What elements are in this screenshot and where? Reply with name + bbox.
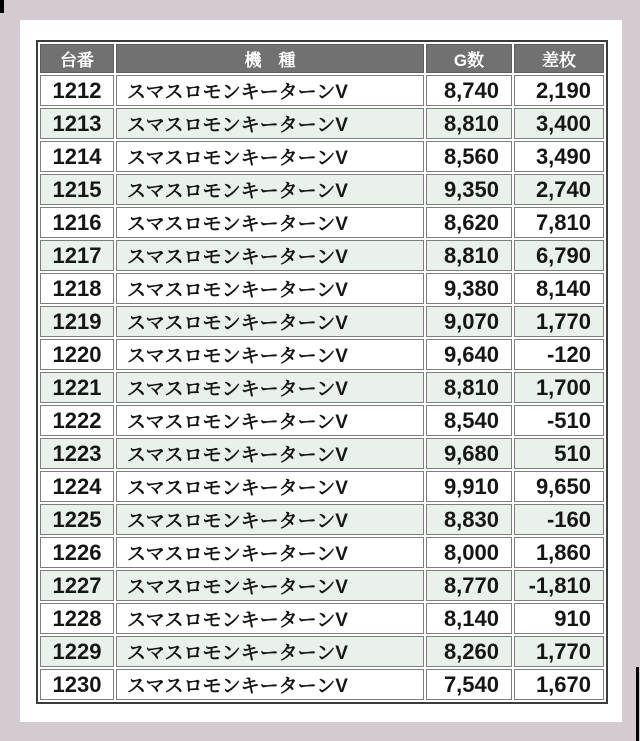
machine-model-cell: スマスロモンキーターンV xyxy=(116,504,424,535)
medal-diff-cell: 1,700 xyxy=(514,372,604,403)
machine-number-cell: 1228 xyxy=(40,603,114,634)
machine-number-cell: 1230 xyxy=(40,669,114,700)
medal-diff-cell: 910 xyxy=(514,603,604,634)
medal-diff-cell: 9,650 xyxy=(514,471,604,502)
machine-model-cell: スマスロモンキーターンV xyxy=(116,75,424,106)
game-count-cell: 8,830 xyxy=(426,504,512,535)
machine-model-cell: スマスロモンキーターンV xyxy=(116,306,424,337)
machine-model-cell: スマスロモンキーターンV xyxy=(116,108,424,139)
game-count-cell: 8,810 xyxy=(426,240,512,271)
table-row xyxy=(40,174,604,205)
medal-diff-cell: -1,810 xyxy=(514,570,604,601)
machine-model-cell: スマスロモンキーターンV xyxy=(116,174,424,205)
machine-number-cell: 1226 xyxy=(40,537,114,568)
game-count-cell: 8,770 xyxy=(426,570,512,601)
medal-diff-cell: 1,770 xyxy=(514,306,604,337)
game-count-cell: 8,140 xyxy=(426,603,512,634)
machine-model-cell: スマスロモンキーターンV xyxy=(116,636,424,667)
table-row xyxy=(40,306,604,337)
machine-model-cell: スマスロモンキーターンV xyxy=(116,141,424,172)
table-body xyxy=(40,75,604,700)
machine-number-cell: 1224 xyxy=(40,471,114,502)
header-medal-diff: 差枚 xyxy=(514,44,604,73)
medal-diff-cell: 3,490 xyxy=(514,141,604,172)
medal-diff-cell: 7,810 xyxy=(514,207,604,238)
game-count-cell: 7,540 xyxy=(426,669,512,700)
header-machine-model: 機 種 xyxy=(116,44,424,73)
machine-model-cell: スマスロモンキーターンV xyxy=(116,669,424,700)
machine-number-cell: 1212 xyxy=(40,75,114,106)
medal-diff-cell: -120 xyxy=(514,339,604,370)
machine-number-cell: 1225 xyxy=(40,504,114,535)
table-row xyxy=(40,504,604,535)
scan-artifact-right-edge xyxy=(636,667,639,741)
table-row xyxy=(40,636,604,667)
machine-number-cell: 1229 xyxy=(40,636,114,667)
medal-diff-cell: 1,670 xyxy=(514,669,604,700)
header-game-count: G数 xyxy=(426,44,512,73)
table-row xyxy=(40,438,604,469)
game-count-cell: 9,640 xyxy=(426,339,512,370)
machine-model-cell: スマスロモンキーターンV xyxy=(116,471,424,502)
machine-number-cell: 1214 xyxy=(40,141,114,172)
table-row xyxy=(40,570,604,601)
machine-number-cell: 1221 xyxy=(40,372,114,403)
table-row xyxy=(40,273,604,304)
machine-model-cell: スマスロモンキーターンV xyxy=(116,405,424,436)
table-row xyxy=(40,405,604,436)
table-row xyxy=(40,669,604,700)
game-count-cell: 8,540 xyxy=(426,405,512,436)
results-card xyxy=(20,20,622,722)
machine-results-table xyxy=(36,40,608,704)
table-row xyxy=(40,471,604,502)
machine-model-cell: スマスロモンキーターンV xyxy=(116,372,424,403)
game-count-cell: 9,350 xyxy=(426,174,512,205)
medal-diff-cell: -510 xyxy=(514,405,604,436)
table-row xyxy=(40,603,604,634)
machine-number-cell: 1218 xyxy=(40,273,114,304)
header-row xyxy=(40,44,604,73)
machine-number-cell: 1222 xyxy=(40,405,114,436)
game-count-cell: 9,380 xyxy=(426,273,512,304)
machine-number-cell: 1223 xyxy=(40,438,114,469)
game-count-cell: 8,740 xyxy=(426,75,512,106)
game-count-cell: 9,070 xyxy=(426,306,512,337)
medal-diff-cell: 6,790 xyxy=(514,240,604,271)
game-count-cell: 9,910 xyxy=(426,471,512,502)
machine-model-cell: スマスロモンキーターンV xyxy=(116,273,424,304)
machine-number-cell: 1216 xyxy=(40,207,114,238)
machine-number-cell: 1215 xyxy=(40,174,114,205)
medal-diff-cell: 3,400 xyxy=(514,108,604,139)
table-header xyxy=(40,44,604,73)
game-count-cell: 8,620 xyxy=(426,207,512,238)
game-count-cell: 9,680 xyxy=(426,438,512,469)
machine-number-cell: 1213 xyxy=(40,108,114,139)
machine-number-cell: 1219 xyxy=(40,306,114,337)
game-count-cell: 8,260 xyxy=(426,636,512,667)
medal-diff-cell: 2,190 xyxy=(514,75,604,106)
table-row xyxy=(40,537,604,568)
game-count-cell: 8,810 xyxy=(426,108,512,139)
table-row xyxy=(40,141,604,172)
machine-model-cell: スマスロモンキーターンV xyxy=(116,603,424,634)
header-machine-number: 台番 xyxy=(40,44,114,73)
table-row xyxy=(40,108,604,139)
table-row xyxy=(40,339,604,370)
table-row xyxy=(40,75,604,106)
machine-model-cell: スマスロモンキーターンV xyxy=(116,207,424,238)
table-row xyxy=(40,240,604,271)
medal-diff-cell: 510 xyxy=(514,438,604,469)
medal-diff-cell: 1,770 xyxy=(514,636,604,667)
game-count-cell: 8,810 xyxy=(426,372,512,403)
medal-diff-cell: -160 xyxy=(514,504,604,535)
machine-model-cell: スマスロモンキーターンV xyxy=(116,339,424,370)
machine-model-cell: スマスロモンキーターンV xyxy=(116,537,424,568)
medal-diff-cell: 2,740 xyxy=(514,174,604,205)
table-row xyxy=(40,372,604,403)
machine-number-cell: 1227 xyxy=(40,570,114,601)
table-row xyxy=(40,207,604,238)
medal-diff-cell: 1,860 xyxy=(514,537,604,568)
machine-number-cell: 1217 xyxy=(40,240,114,271)
game-count-cell: 8,560 xyxy=(426,141,512,172)
machine-model-cell: スマスロモンキーターンV xyxy=(116,570,424,601)
medal-diff-cell: 8,140 xyxy=(514,273,604,304)
game-count-cell: 8,000 xyxy=(426,537,512,568)
machine-model-cell: スマスロモンキーターンV xyxy=(116,240,424,271)
machine-model-cell: スマスロモンキーターンV xyxy=(116,438,424,469)
scan-artifact-top-left xyxy=(0,0,4,13)
machine-number-cell: 1220 xyxy=(40,339,114,370)
